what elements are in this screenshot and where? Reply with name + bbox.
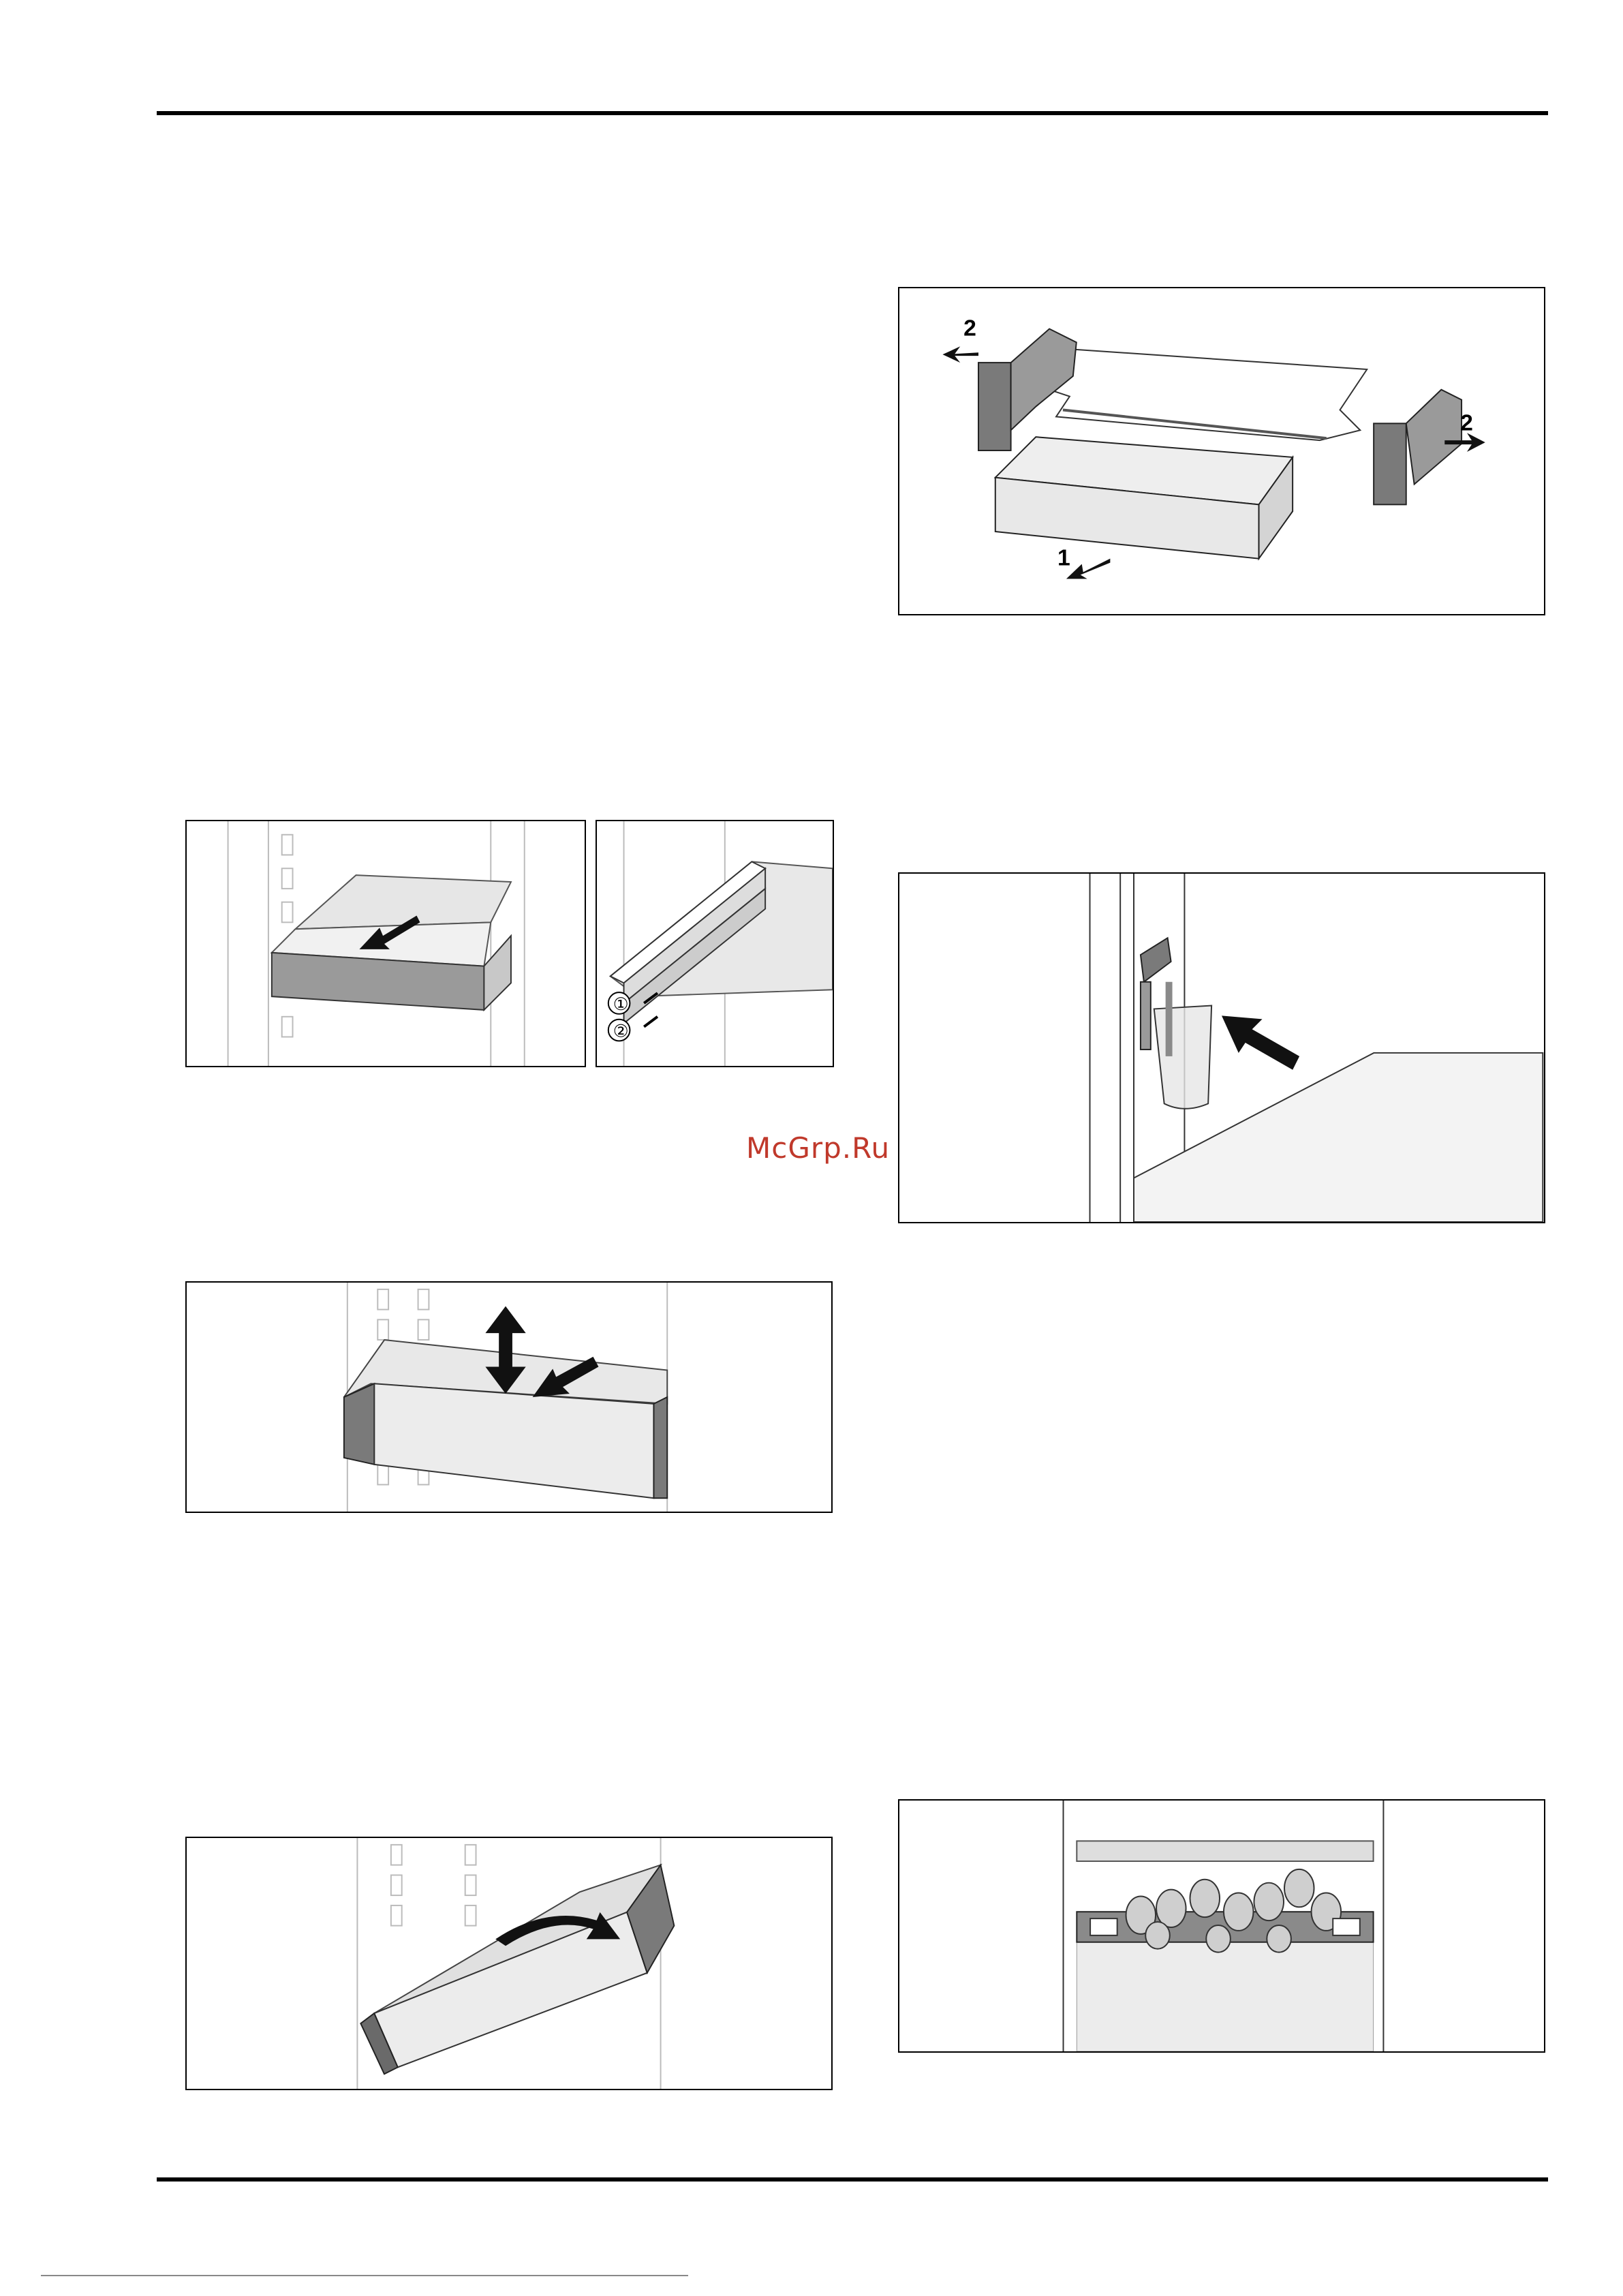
figure-rail-detail — [596, 820, 834, 1067]
shelf-removal-illustration — [899, 288, 1544, 614]
figure-shelf-removal — [898, 287, 1545, 615]
bottle-rack-illustration — [899, 1801, 1544, 2051]
water-dispenser-illustration — [899, 874, 1544, 1222]
callout-1-drawer: 1 — [1057, 545, 1070, 571]
callout-circle-1: ① — [613, 994, 629, 1014]
drawer-pull-illustration — [187, 821, 585, 1066]
figure-shelf-tilt — [185, 1837, 833, 2090]
figure-shelf-adjust — [185, 1281, 833, 1513]
figure-water-dispenser — [898, 872, 1545, 1223]
watermark-text: McGrp.Ru — [746, 1131, 891, 1165]
rail-detail-illustration — [597, 821, 833, 1066]
shelf-tilt-illustration — [187, 1838, 831, 2089]
callout-2-left: 2 — [963, 315, 976, 341]
shelf-adjust-illustration — [187, 1283, 831, 1512]
figure-bottle-rack — [898, 1799, 1545, 2053]
figure-drawer-pull — [185, 820, 586, 1067]
callout-2-right: 2 — [1460, 410, 1473, 436]
footer-thin-line — [41, 2275, 688, 2276]
callout-circle-2: ② — [613, 1022, 629, 1041]
header-rule — [157, 111, 1548, 115]
footer-rule — [157, 2177, 1548, 2182]
